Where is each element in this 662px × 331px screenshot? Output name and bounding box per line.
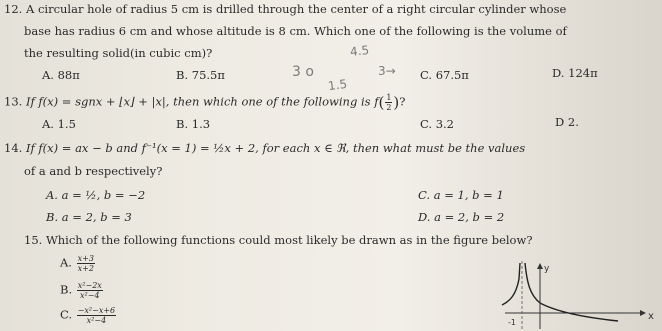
q12-line2: base has radius 6 cm and whose altitude is 8 cm. Which one of the following is the volume of	[24, 24, 567, 38]
q14-option-d: D. a = 2, b = 2	[418, 210, 505, 224]
q13-option-d: D 2.	[555, 115, 579, 129]
q15-option-c-num: −x²−x+6	[77, 306, 116, 315]
q15-option-a-letter: A.	[60, 255, 72, 270]
q12-line3: the resulting solid(in cubic cm)?	[24, 46, 213, 60]
q14-number: 14.	[4, 141, 23, 155]
q15-option-b-fraction	[77, 281, 103, 300]
q15-option-a-num: x+3	[77, 254, 94, 263]
q15-option-b-num: x²−2x	[77, 281, 102, 290]
handwriting-2: 3 o	[292, 64, 314, 80]
q15-option-c-den: x²−4	[86, 316, 107, 325]
handwriting-4: 1.5	[327, 76, 348, 94]
graph-y-label: y	[544, 264, 550, 274]
q12-option-a: A. 88π	[42, 68, 80, 82]
q15-question	[24, 233, 532, 247]
q15-option-a-den: x+2	[77, 264, 94, 273]
q13-option-b: B. 1.3	[176, 117, 211, 131]
q13-option-a: A. 1.5	[42, 117, 76, 131]
q13-fraction	[385, 93, 392, 112]
q14-option-c: C. a = 1, b = 1	[418, 188, 504, 202]
q15-option-b-letter: B.	[60, 282, 73, 297]
graph-tick-label: -1	[508, 318, 516, 327]
q13-fraction-num: 1	[386, 93, 392, 102]
graph-y-arrow-icon	[537, 263, 543, 269]
graph-left-branch	[502, 263, 520, 305]
handwriting-1: 4.5	[349, 43, 370, 59]
q13-stem: If f(x) = sgnx + ⌊x⌋ + |x|, then which one of the following is f	[25, 94, 379, 109]
q12-line1: A circular hole of radius 5 cm is drilled through the center of a right circular cylinder whose	[26, 2, 567, 16]
q15-stem: Which of the following functions could most likely be drawn as in the figure below?	[45, 233, 533, 247]
q13-left-paren: (	[378, 93, 385, 112]
q14-option-b: B. a = 2, b = 3	[46, 210, 132, 224]
q12-option-c: C. 67.5π	[420, 68, 469, 82]
q12-option-d: D. 124π	[552, 66, 598, 80]
q15-option-a-fraction	[77, 254, 95, 273]
q15-option-c-fraction	[77, 306, 116, 325]
q13-fraction-den: 2	[386, 103, 392, 112]
handwriting-3: 3→	[378, 64, 396, 78]
q15-option-b-den: x²−4	[80, 291, 100, 300]
q12-number: 12.	[4, 2, 23, 16]
q15-number: 15.	[24, 233, 43, 247]
q13-qmark: ?	[399, 94, 406, 109]
q13-question	[4, 93, 405, 112]
q13-right-paren: )	[393, 93, 400, 112]
q15-option-b	[60, 281, 104, 300]
q14-line1	[4, 141, 525, 155]
q15-function-graph	[500, 261, 654, 331]
graph-x-arrow-icon	[640, 310, 646, 316]
q12-option-b: B. 75.5π	[176, 68, 225, 82]
q15-option-a	[60, 254, 96, 273]
q14-line2: of a and b respectively?	[24, 164, 163, 178]
graph-right-branch	[525, 263, 618, 321]
q14-option-a: A. a = ½, b = −2	[46, 188, 146, 202]
q13-option-c: C. 3.2	[420, 117, 454, 131]
q15-option-c	[60, 306, 117, 325]
q15-option-c-letter: C.	[60, 307, 73, 322]
q14-stem-line1: If f(x) = ax − b and f⁻¹(x = 1) = ½x + 2, for each x ∈ ℜ, then what must be the values	[25, 141, 526, 155]
q13-number: 13.	[4, 94, 23, 109]
graph-x-label: x	[648, 311, 654, 322]
